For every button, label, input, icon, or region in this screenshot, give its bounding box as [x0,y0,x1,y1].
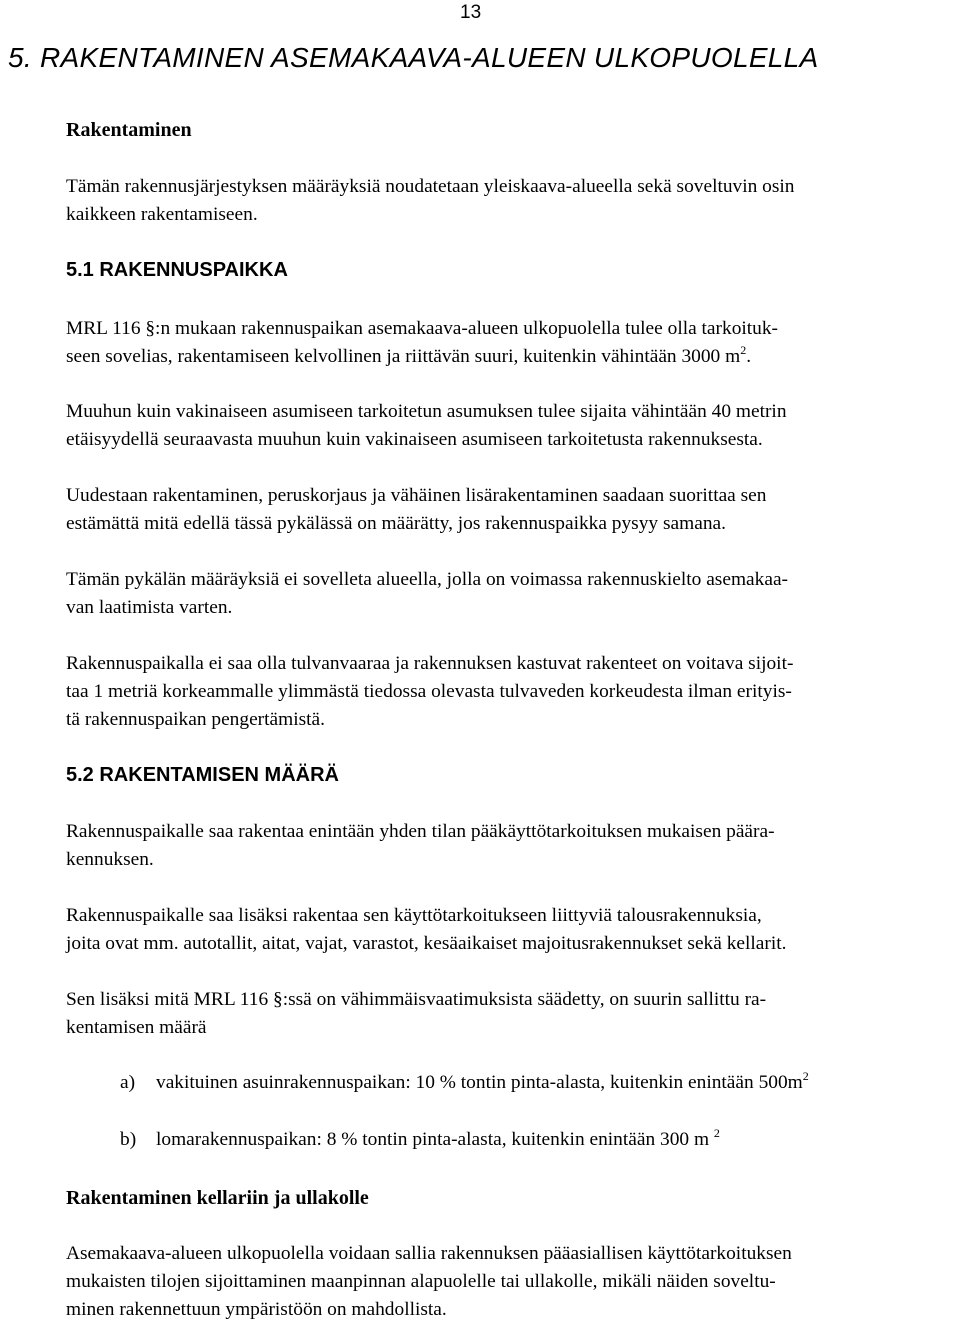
text-line: kentamisen määrä [66,1017,207,1038]
superscript: 2 [740,343,747,357]
text-line: Muuhun kuin vakinaiseen asumiseen tarkoitetun asumuksen tulee sijaita vähintään 40 metrin [66,401,787,422]
list-item [120,1069,809,1097]
text-line: kennuksen. [66,849,154,870]
text-line: joita ovat mm. autotallit, aitat, vajat, varastot, kesäaikaiset majoitusrakennukset sekä kellarit. [66,933,787,954]
text-line: mukaisten tilojen sijoittaminen maanpinnan alapuolelle tai ullakolle, mikäli näiden soveltu- [66,1271,776,1292]
text-line: Rakennuspaikalla ei saa olla tulvanvaaraa ja rakennuksen kastuvat rakenteet on voitava sijoit- [66,653,794,674]
text-line: Uudestaan rakentaminen, peruskorjaus ja vähäinen lisärakentaminen saadaan suorittaa sen [66,485,767,506]
section-5-2-paragraph-1 [66,818,956,874]
chapter-title: 5. RAKENTAMINEN ASEMAKAAVA-ALUEEN ULKOPUOLELLA [8,42,819,73]
text-line: van laatimista varten. [66,597,233,618]
text-line: Sen lisäksi mitä MRL 116 §:ssä on vähimmäisvaatimuksista säädetty, on suurin sallittu ra- [66,989,767,1010]
section-5-1-paragraph-4 [66,566,956,622]
page-number: 13 [460,2,482,23]
text-line [66,343,956,371]
superscript: 2 [713,1126,720,1140]
cellar-heading: Rakentaminen kellariin ja ullakolle [66,1187,369,1209]
list-item [120,1126,720,1154]
section-5-1-paragraph-3 [66,482,956,538]
section-5-1-paragraph-1 [66,315,956,371]
list-item-text: lomarakennuspaikan: 8 % tontin pinta-alasta, kuitenkin enintään 300 m [156,1129,714,1150]
text-line: Tämän rakennusjärjestyksen määräyksiä noudatetaan yleiskaava-alueella sekä soveltuvin osin [66,176,795,197]
section-5-1-paragraph-2 [66,398,956,454]
section-5-1-paragraph-5 [66,650,956,734]
text-line: Rakennuspaikalle saa rakentaa enintään yhden tilan pääkäyttötarkoituksen mukaisen päära- [66,821,775,842]
text-line: Rakennuspaikalle saa lisäksi rakentaa sen käyttötarkoitukseen liittyviä talousrakennuksia, [66,905,762,926]
section-5-1-heading: 5.1 RAKENNUSPAIKKA [66,259,288,281]
text-line: Tämän pykälän määräyksiä ei sovelleta alueella, jolla on voimassa rakennuskielto asemakaa- [66,569,789,590]
text-line: MRL 116 §:n mukaan rakennuspaikan asemakaava-alueen ulkopuolella tulee olla tarkoituk- [66,318,779,339]
intro-heading: Rakentaminen [66,119,192,141]
text-line-part: . [746,346,752,367]
intro-paragraph [66,173,956,229]
section-5-2-paragraph-3 [66,986,956,1042]
text-line-part: seen sovelias, rakentamiseen kelvollinen ja riittävän suuri, kuitenkin vähintään 3000 m [66,346,741,367]
list-item-text: vakituinen asuinrakennuspaikan: 10 % tontin pinta-alasta, kuitenkin enintään 500m [156,1072,803,1093]
section-5-2-heading: 5.2 RAKENTAMISEN MÄÄRÄ [66,764,339,786]
superscript: 2 [802,1069,809,1083]
list-item-label: a) [120,1072,136,1093]
list-item-label: b) [120,1129,137,1150]
text-line: kaikkeen rakentamiseen. [66,204,258,225]
text-line: estämättä mitä edellä tässä pykälässä on määrätty, jos rakennuspaikka pysyy samana. [66,513,726,534]
cellar-paragraph [66,1240,956,1324]
text-line: Asemakaava-alueen ulkopuolella voidaan sallia rakennuksen pääasiallisen käyttötarkoituksen [66,1243,792,1264]
text-line: etäisyydellä seuraavasta muuhun kuin vakinaiseen asumiseen tarkoitetusta rakennuksesta. [66,429,763,450]
text-line: minen rakennettuun ympäristöön on mahdollista. [66,1299,447,1320]
section-5-2-paragraph-2 [66,902,956,958]
text-line: tä rakennuspaikan pengertämistä. [66,709,325,730]
text-line: taa 1 metriä korkeammalle ylimmästä tiedossa olevasta tulvaveden korkeudesta ilman erityis- [66,681,792,702]
